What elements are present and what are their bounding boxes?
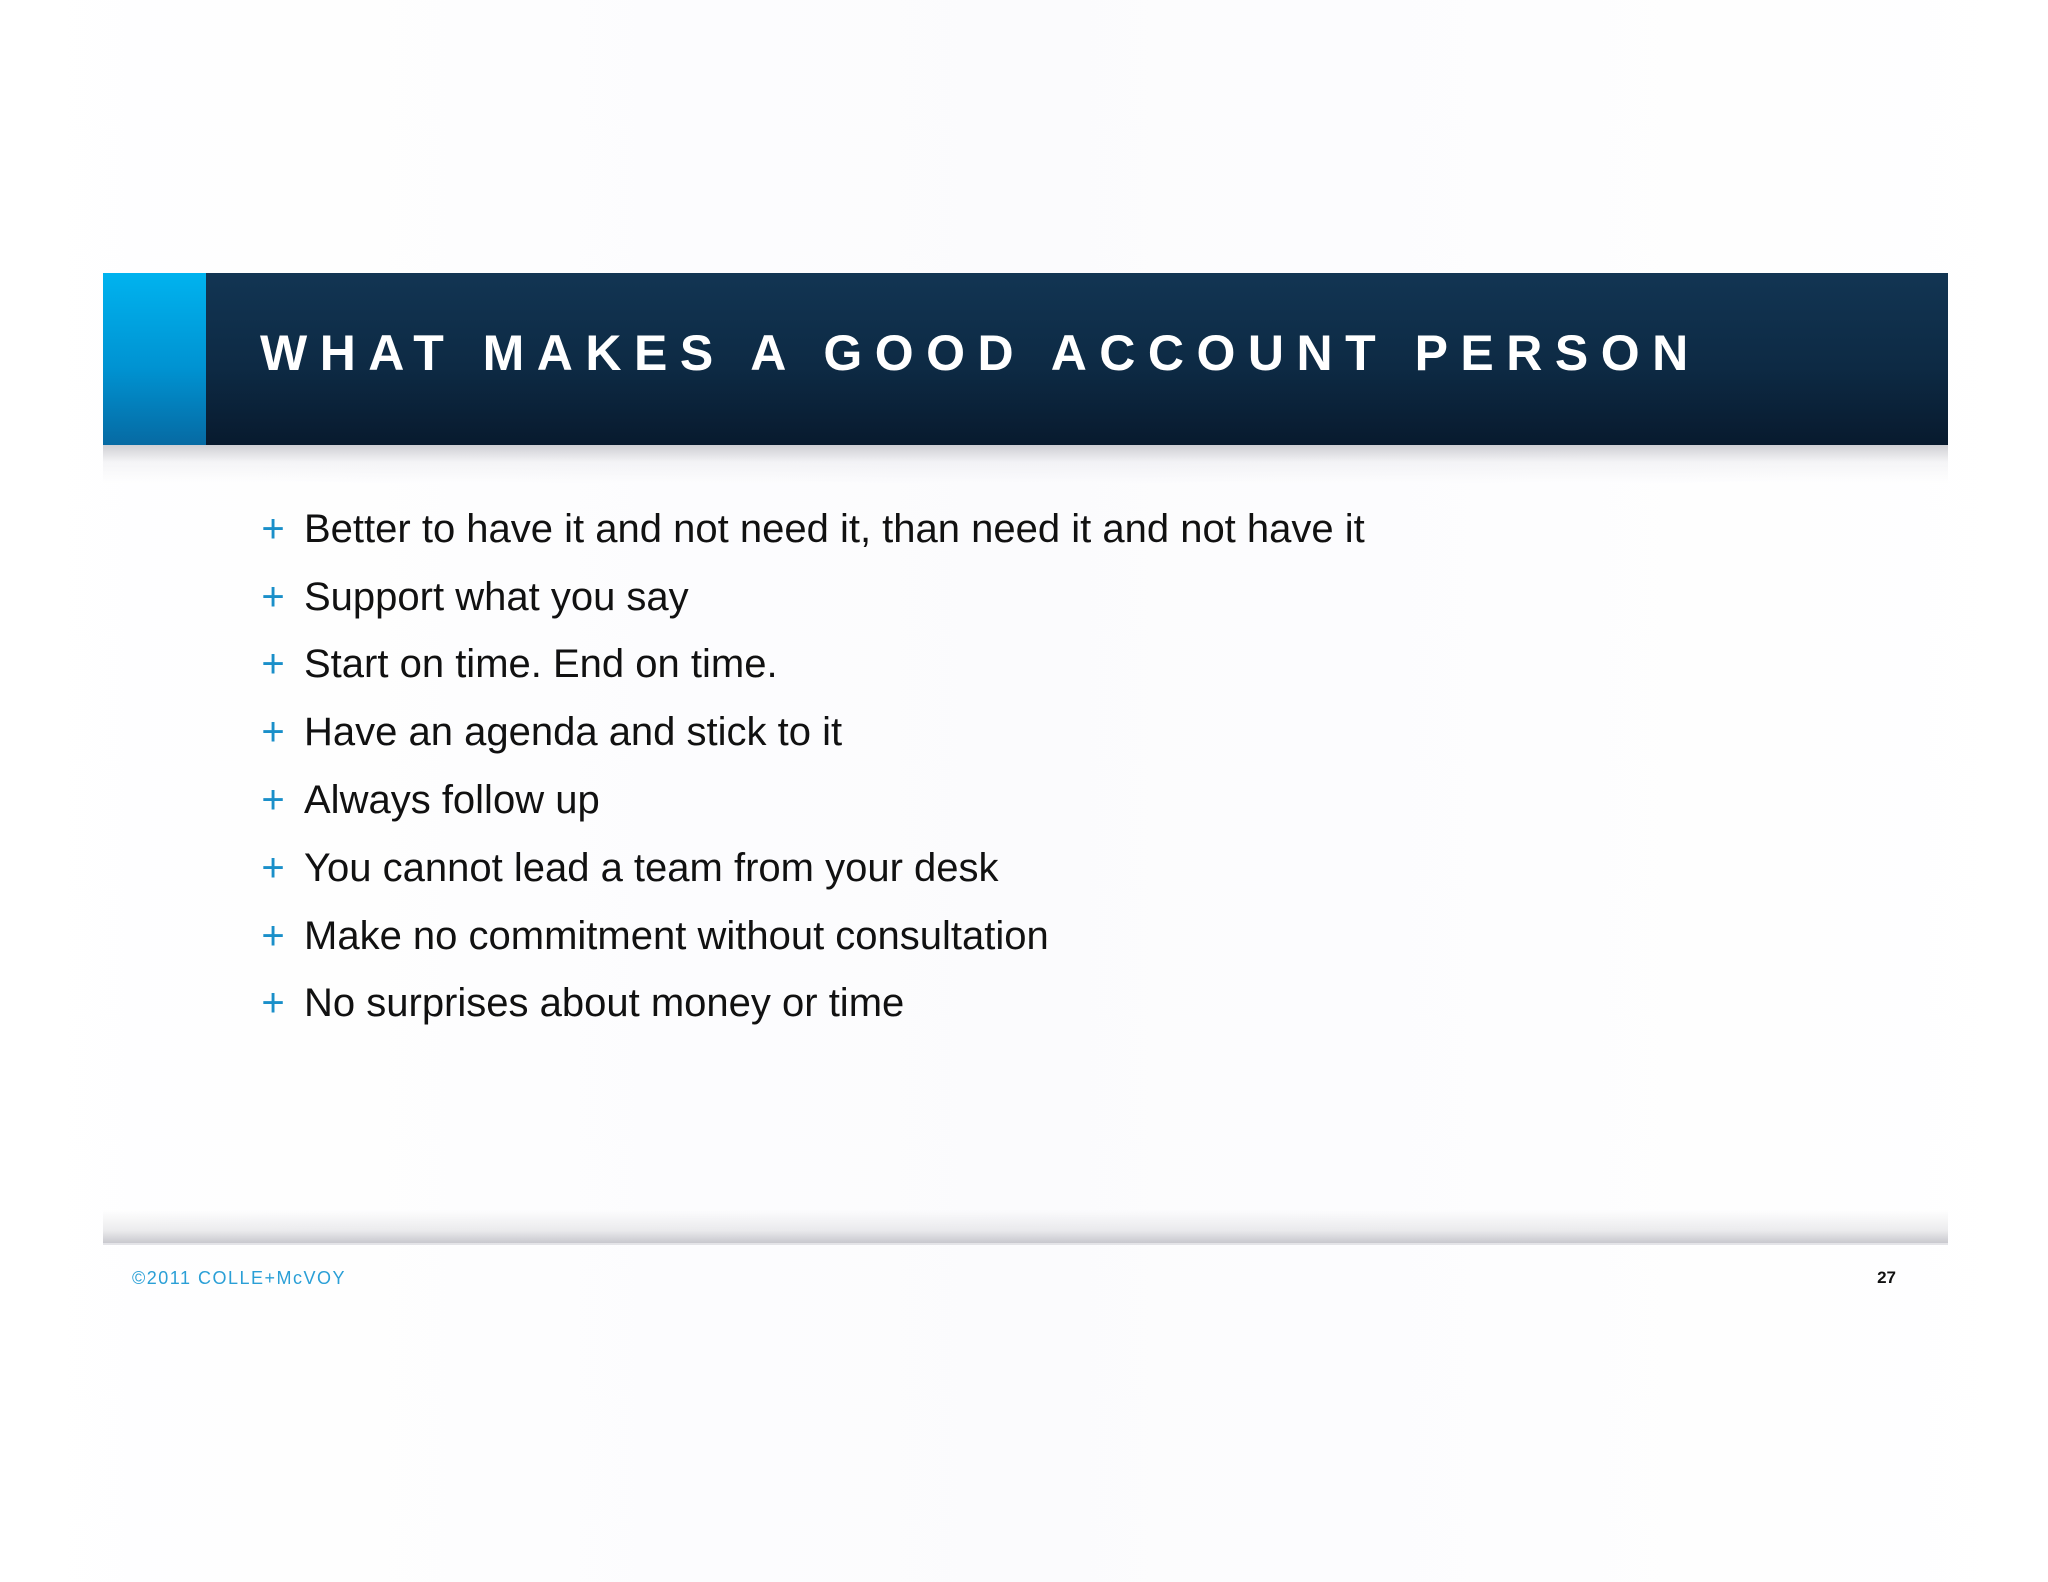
bullet-text: Start on time. End on time. (304, 642, 778, 687)
plus-icon: + (261, 710, 285, 755)
title-bar-accent (103, 273, 206, 445)
bullet-list (258, 495, 1365, 1037)
page-number: 27 (1877, 1268, 1896, 1287)
footer-copyright: ©2011 COLLE+McVOY (132, 1268, 347, 1288)
list-item (258, 495, 1365, 563)
plus-icon: + (261, 778, 285, 823)
plus-icon: + (261, 981, 285, 1026)
plus-icon: + (261, 642, 285, 687)
list-item (258, 563, 1365, 631)
bullet-text: Make no commitment without consultation (304, 913, 1049, 958)
title-bar-shadow (103, 445, 1948, 483)
list-item (258, 698, 1365, 766)
list-item (258, 766, 1365, 834)
bullet-text: Better to have it and not need it, than need it and not have it (304, 506, 1365, 551)
title-bar (103, 273, 1948, 445)
plus-icon: + (261, 574, 285, 619)
list-item (258, 834, 1365, 902)
footer-shadow (103, 1210, 1948, 1244)
bullet-text: Always follow up (304, 778, 600, 823)
title-bar-main (206, 273, 1948, 445)
slide-title: WHAT MAKES A GOOD ACCOUNT PERSON (260, 325, 1701, 381)
plus-icon: + (261, 506, 285, 551)
footer-divider (103, 1243, 1948, 1245)
bullet-text: You cannot lead a team from your desk (304, 845, 999, 890)
bullet-text: Support what you say (304, 574, 689, 619)
list-item (258, 970, 1365, 1038)
plus-icon: + (261, 845, 285, 890)
list-item (258, 631, 1365, 699)
bullet-text: No surprises about money or time (304, 981, 905, 1026)
bullet-text: Have an agenda and stick to it (304, 710, 843, 755)
list-item (258, 902, 1365, 970)
plus-icon: + (261, 913, 285, 958)
